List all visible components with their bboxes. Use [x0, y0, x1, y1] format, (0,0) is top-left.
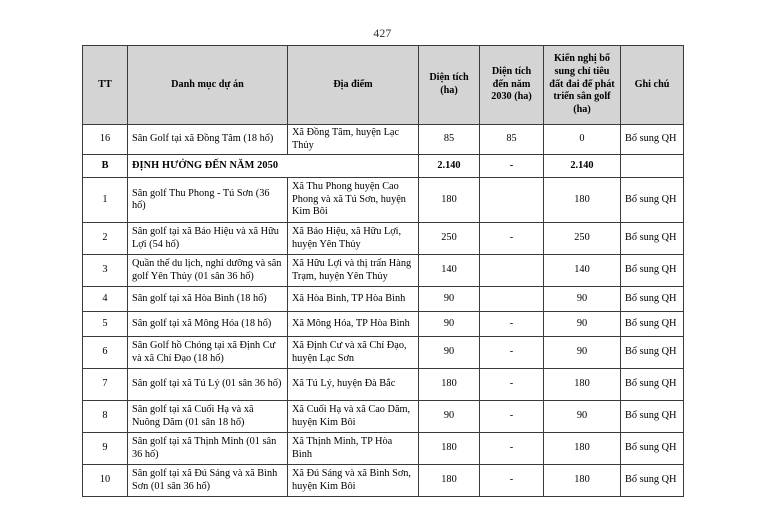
- golf-course-plan-table-container: [82, 45, 683, 497]
- cell-location: Xã Đồng Tâm, huyện Lạc Thủy: [288, 125, 419, 155]
- cell-area-2030: [480, 287, 544, 312]
- page-number: 427: [373, 28, 392, 40]
- cell-project-name: Sân golf tại xã Bảo Hiệu và xã Hữu Lợi (54 hố): [128, 223, 288, 255]
- golf-course-plan-table: [82, 45, 684, 497]
- table-row: [83, 178, 684, 223]
- cell-location: Xã Cuối Hạ và xã Cao Dăm, huyện Kim Bôi: [288, 401, 419, 433]
- cell-project-name: Sân golf tại xã Thịnh Minh (01 sân 36 hố): [128, 433, 288, 465]
- cell-area: 90: [419, 401, 480, 433]
- cell-area: 90: [419, 312, 480, 337]
- cell-location: Xã Thịnh Minh, TP Hòa Bình: [288, 433, 419, 465]
- cell-area: 85: [419, 125, 480, 155]
- cell-note: Bổ sung QH: [621, 178, 684, 223]
- column-header-tt: TT: [83, 46, 128, 125]
- cell-note: Bổ sung QH: [621, 337, 684, 369]
- cell-location: Xã Định Cư và xã Chí Đạo, huyện Lạc Sơn: [288, 337, 419, 369]
- cell-note: Bổ sung QH: [621, 465, 684, 497]
- table-row: [83, 465, 684, 497]
- cell-area-2030: -: [480, 337, 544, 369]
- cell-location: Xã Hữu Lợi và thị trấn Hàng Trạm, huyện Yên Thủy: [288, 255, 419, 287]
- cell-area: 250: [419, 223, 480, 255]
- cell-tt: 2: [83, 223, 128, 255]
- table-row: [83, 287, 684, 312]
- cell-project-name: Sân golf tại xã Đú Sáng và xã Bình Sơn (01 sân 36 hố): [128, 465, 288, 497]
- cell-note: [621, 155, 684, 178]
- column-header-area: Diện tích (ha): [419, 46, 480, 125]
- table-section-row: [83, 155, 684, 178]
- cell-tt: 9: [83, 433, 128, 465]
- cell-project-name: Sân golf Thu Phong - Tú Sơn (36 hố): [128, 178, 288, 223]
- column-header-area-2030: Diện tích đến năm 2030 (ha): [480, 46, 544, 125]
- cell-proposal: 90: [544, 287, 621, 312]
- cell-area-2030: -: [480, 433, 544, 465]
- cell-location: Xã Thu Phong huyện Cao Phong và xã Tú Sơn, huyện Kim Bôi: [288, 178, 419, 223]
- cell-proposal: 90: [544, 337, 621, 369]
- cell-proposal: 180: [544, 369, 621, 401]
- cell-tt: 1: [83, 178, 128, 223]
- table-row: [83, 337, 684, 369]
- cell-area: 140: [419, 255, 480, 287]
- cell-proposal: 2.140: [544, 155, 621, 178]
- cell-area: 180: [419, 369, 480, 401]
- column-header-note: Ghi chú: [621, 46, 684, 125]
- cell-project-name: Sân Golf tại xã Đồng Tâm (18 hố): [128, 125, 288, 155]
- table-header-row: [83, 46, 684, 125]
- cell-project-name: Sân golf tại xã Mông Hóa (18 hố): [128, 312, 288, 337]
- cell-proposal: 250: [544, 223, 621, 255]
- cell-section-title: ĐỊNH HƯỚNG ĐẾN NĂM 2050: [128, 155, 419, 178]
- cell-proposal: 90: [544, 312, 621, 337]
- cell-location: Xã Bảo Hiệu, xã Hữu Lợi, huyện Yên Thủy: [288, 223, 419, 255]
- cell-tt: 16: [83, 125, 128, 155]
- cell-project-name: Sân golf tại xã Hòa Bình (18 hố): [128, 287, 288, 312]
- cell-note: Bổ sung QH: [621, 369, 684, 401]
- cell-project-name: Sân golf tại xã Tú Lý (01 sân 36 hố): [128, 369, 288, 401]
- cell-proposal: 90: [544, 401, 621, 433]
- cell-area: 180: [419, 433, 480, 465]
- cell-proposal: 180: [544, 465, 621, 497]
- table-row: [83, 369, 684, 401]
- cell-note: Bổ sung QH: [621, 312, 684, 337]
- cell-proposal: 180: [544, 433, 621, 465]
- cell-area: 90: [419, 337, 480, 369]
- cell-location: Xã Đú Sáng và xã Bình Sơn, huyện Kim Bôi: [288, 465, 419, 497]
- cell-area: 180: [419, 465, 480, 497]
- cell-note: Bổ sung QH: [621, 433, 684, 465]
- table-header: [83, 46, 684, 125]
- cell-location: Xã Tú Lý, huyện Đà Bắc: [288, 369, 419, 401]
- table-body: [83, 125, 684, 497]
- cell-area-2030: -: [480, 223, 544, 255]
- cell-tt: 6: [83, 337, 128, 369]
- cell-area: 180: [419, 178, 480, 223]
- cell-area: 2.140: [419, 155, 480, 178]
- cell-proposal: 180: [544, 178, 621, 223]
- cell-location: Xã Mông Hóa, TP Hòa Bình: [288, 312, 419, 337]
- table-row: [83, 312, 684, 337]
- cell-tt: 7: [83, 369, 128, 401]
- cell-project-name: Sân golf tại xã Cuối Hạ và xã Nuông Dăm (01 sân 18 hố): [128, 401, 288, 433]
- cell-area-2030: -: [480, 401, 544, 433]
- cell-tt: 10: [83, 465, 128, 497]
- cell-note: Bổ sung QH: [621, 287, 684, 312]
- cell-note: Bổ sung QH: [621, 125, 684, 155]
- cell-tt: 3: [83, 255, 128, 287]
- cell-area: 90: [419, 287, 480, 312]
- cell-area-2030: -: [480, 369, 544, 401]
- cell-tt: 5: [83, 312, 128, 337]
- cell-project-name: Sân Golf hồ Chóng tại xã Định Cư và xã Chí Đạo (18 hố): [128, 337, 288, 369]
- cell-area-2030: -: [480, 155, 544, 178]
- column-header-project-name: Danh mục dự án: [128, 46, 288, 125]
- cell-area-2030: -: [480, 465, 544, 497]
- cell-tt: 8: [83, 401, 128, 433]
- cell-location: Xã Hòa Bình, TP Hòa Bình: [288, 287, 419, 312]
- column-header-proposal: Kiến nghị bổ sung chỉ tiêu đất đai để phát triển sân golf (ha): [544, 46, 621, 125]
- cell-area-2030: 85: [480, 125, 544, 155]
- table-row: [83, 433, 684, 465]
- cell-tt: B: [83, 155, 128, 178]
- cell-proposal: 0: [544, 125, 621, 155]
- table-row: [83, 125, 684, 155]
- table-row: [83, 223, 684, 255]
- table-row: [83, 255, 684, 287]
- cell-note: Bổ sung QH: [621, 255, 684, 287]
- cell-tt: 4: [83, 287, 128, 312]
- column-header-location: Địa điểm: [288, 46, 419, 125]
- cell-area-2030: [480, 255, 544, 287]
- cell-proposal: 140: [544, 255, 621, 287]
- cell-note: Bổ sung QH: [621, 223, 684, 255]
- cell-area-2030: -: [480, 312, 544, 337]
- cell-note: Bổ sung QH: [621, 401, 684, 433]
- cell-area-2030: [480, 178, 544, 223]
- cell-project-name: Quần thể du lịch, nghỉ dưỡng và sân golf Yên Thủy (01 sân 36 hố): [128, 255, 288, 287]
- table-row: [83, 401, 684, 433]
